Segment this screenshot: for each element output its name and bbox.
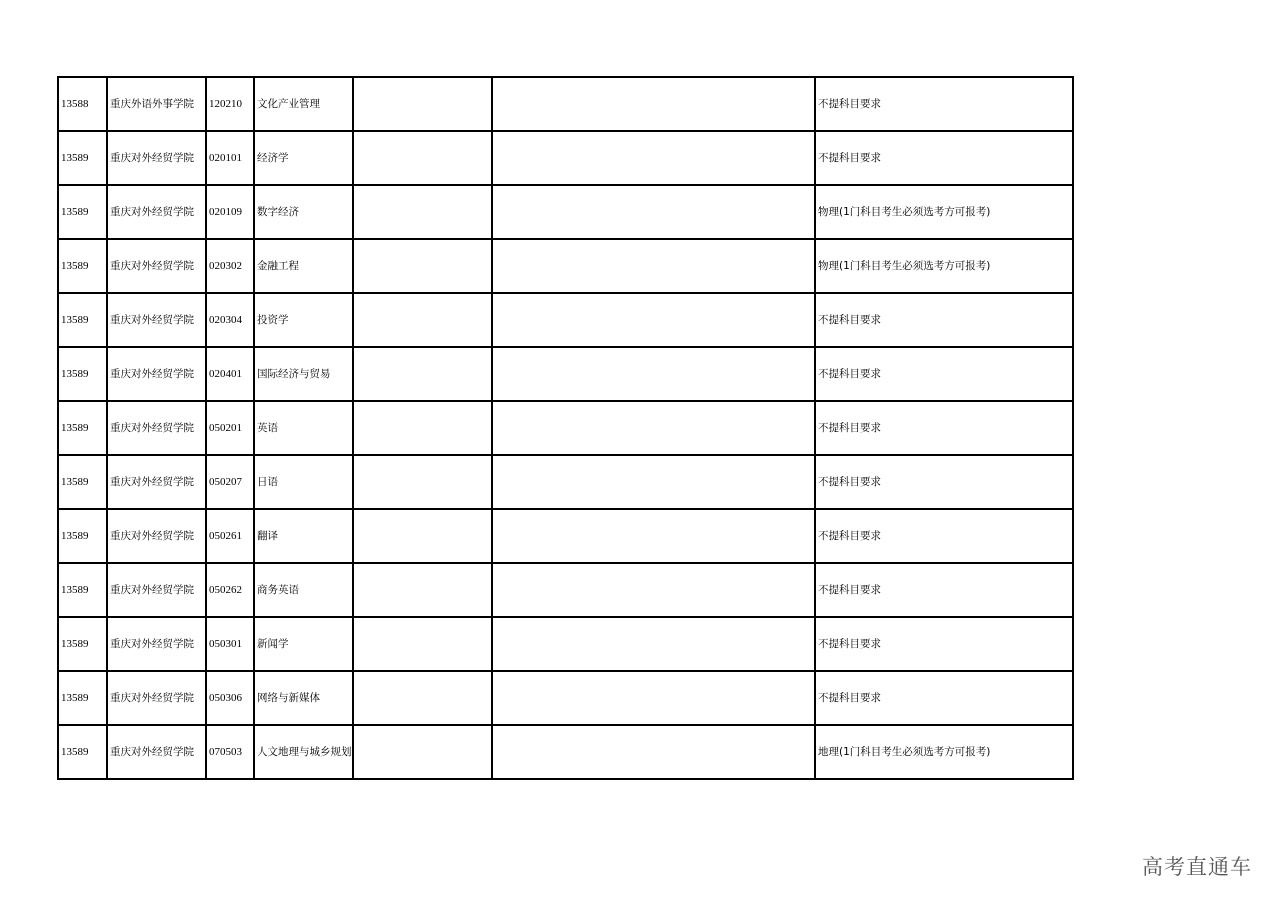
- school-name-cell: 重庆对外经贸学院: [107, 617, 206, 671]
- empty-cell: [353, 509, 492, 563]
- school-code-cell: 13589: [58, 131, 107, 185]
- subject-requirement-cell: 地理(1门科目考生必须选考方可报考): [815, 725, 1073, 779]
- table-row: [58, 347, 1073, 401]
- major-name-cell: 新闻学: [254, 617, 353, 671]
- major-code-cell: 120210: [206, 77, 254, 131]
- admission-table: [57, 76, 1074, 780]
- school-code-cell: 13589: [58, 455, 107, 509]
- school-code-cell: 13589: [58, 671, 107, 725]
- school-name-cell: 重庆对外经贸学院: [107, 185, 206, 239]
- subject-requirement-cell: 不提科目要求: [815, 617, 1073, 671]
- empty-cell: [353, 185, 492, 239]
- school-name-cell: 重庆对外经贸学院: [107, 293, 206, 347]
- major-name-cell: 金融工程: [254, 239, 353, 293]
- empty-cell: [353, 671, 492, 725]
- major-name-cell: 人文地理与城乡规划: [254, 725, 353, 779]
- major-code-cell: 020101: [206, 131, 254, 185]
- table-row: [58, 131, 1073, 185]
- table-row: [58, 563, 1073, 617]
- subject-requirement-cell: 不提科目要求: [815, 77, 1073, 131]
- table-row: [58, 293, 1073, 347]
- table-row: [58, 725, 1073, 779]
- empty-cell: [353, 617, 492, 671]
- table-row: [58, 671, 1073, 725]
- empty-cell: [492, 239, 815, 293]
- major-code-cell: 020304: [206, 293, 254, 347]
- major-name-cell: 翻译: [254, 509, 353, 563]
- empty-cell: [353, 725, 492, 779]
- major-code-cell: 050261: [206, 509, 254, 563]
- empty-cell: [492, 185, 815, 239]
- major-code-cell: 070503: [206, 725, 254, 779]
- major-code-cell: 020302: [206, 239, 254, 293]
- empty-cell: [353, 455, 492, 509]
- major-name-cell: 国际经济与贸易: [254, 347, 353, 401]
- empty-cell: [353, 77, 492, 131]
- school-name-cell: 重庆对外经贸学院: [107, 509, 206, 563]
- major-code-cell: 050301: [206, 617, 254, 671]
- major-name-cell: 商务英语: [254, 563, 353, 617]
- major-code-cell: 050201: [206, 401, 254, 455]
- table-row: [58, 185, 1073, 239]
- subject-requirement-cell: 不提科目要求: [815, 293, 1073, 347]
- table-row: [58, 239, 1073, 293]
- major-name-cell: 英语: [254, 401, 353, 455]
- empty-cell: [492, 77, 815, 131]
- school-code-cell: 13589: [58, 239, 107, 293]
- school-name-cell: 重庆对外经贸学院: [107, 239, 206, 293]
- school-name-cell: 重庆对外经贸学院: [107, 347, 206, 401]
- major-name-cell: 日语: [254, 455, 353, 509]
- empty-cell: [492, 455, 815, 509]
- school-code-cell: 13589: [58, 401, 107, 455]
- subject-requirement-cell: 物理(1门科目考生必须选考方可报考): [815, 185, 1073, 239]
- subject-requirement-cell: 不提科目要求: [815, 509, 1073, 563]
- subject-requirement-cell: 不提科目要求: [815, 455, 1073, 509]
- major-code-cell: 020109: [206, 185, 254, 239]
- school-name-cell: 重庆外语外事学院: [107, 77, 206, 131]
- subject-requirement-cell: 不提科目要求: [815, 401, 1073, 455]
- major-code-cell: 050262: [206, 563, 254, 617]
- school-code-cell: 13589: [58, 617, 107, 671]
- empty-cell: [353, 293, 492, 347]
- school-name-cell: 重庆对外经贸学院: [107, 131, 206, 185]
- subject-requirement-cell: 物理(1门科目考生必须选考方可报考): [815, 239, 1073, 293]
- school-name-cell: 重庆对外经贸学院: [107, 563, 206, 617]
- school-code-cell: 13589: [58, 293, 107, 347]
- table-row: [58, 77, 1073, 131]
- school-name-cell: 重庆对外经贸学院: [107, 671, 206, 725]
- school-name-cell: 重庆对外经贸学院: [107, 725, 206, 779]
- empty-cell: [492, 509, 815, 563]
- table-row: [58, 509, 1073, 563]
- major-code-cell: 050306: [206, 671, 254, 725]
- empty-cell: [492, 617, 815, 671]
- subject-requirement-cell: 不提科目要求: [815, 131, 1073, 185]
- subject-requirement-cell: 不提科目要求: [815, 671, 1073, 725]
- school-code-cell: 13589: [58, 563, 107, 617]
- table-body: [58, 77, 1073, 779]
- table-row: [58, 617, 1073, 671]
- table-row: [58, 401, 1073, 455]
- school-code-cell: 13589: [58, 347, 107, 401]
- empty-cell: [492, 401, 815, 455]
- subject-requirement-cell: 不提科目要求: [815, 347, 1073, 401]
- school-code-cell: 13589: [58, 725, 107, 779]
- empty-cell: [353, 401, 492, 455]
- major-name-cell: 数字经济: [254, 185, 353, 239]
- empty-cell: [492, 671, 815, 725]
- major-name-cell: 投资学: [254, 293, 353, 347]
- empty-cell: [353, 239, 492, 293]
- subject-requirement-cell: 不提科目要求: [815, 563, 1073, 617]
- empty-cell: [492, 293, 815, 347]
- major-name-cell: 经济学: [254, 131, 353, 185]
- empty-cell: [492, 131, 815, 185]
- empty-cell: [492, 347, 815, 401]
- school-code-cell: 13589: [58, 185, 107, 239]
- school-code-cell: 13588: [58, 77, 107, 131]
- major-name-cell: 网络与新媒体: [254, 671, 353, 725]
- empty-cell: [492, 563, 815, 617]
- major-code-cell: 020401: [206, 347, 254, 401]
- table-row: [58, 455, 1073, 509]
- school-name-cell: 重庆对外经贸学院: [107, 401, 206, 455]
- empty-cell: [353, 563, 492, 617]
- major-code-cell: 050207: [206, 455, 254, 509]
- empty-cell: [492, 725, 815, 779]
- school-code-cell: 13589: [58, 509, 107, 563]
- school-name-cell: 重庆对外经贸学院: [107, 455, 206, 509]
- empty-cell: [353, 347, 492, 401]
- watermark-text: 高考直通车: [1142, 855, 1252, 879]
- empty-cell: [353, 131, 492, 185]
- major-name-cell: 文化产业管理: [254, 77, 353, 131]
